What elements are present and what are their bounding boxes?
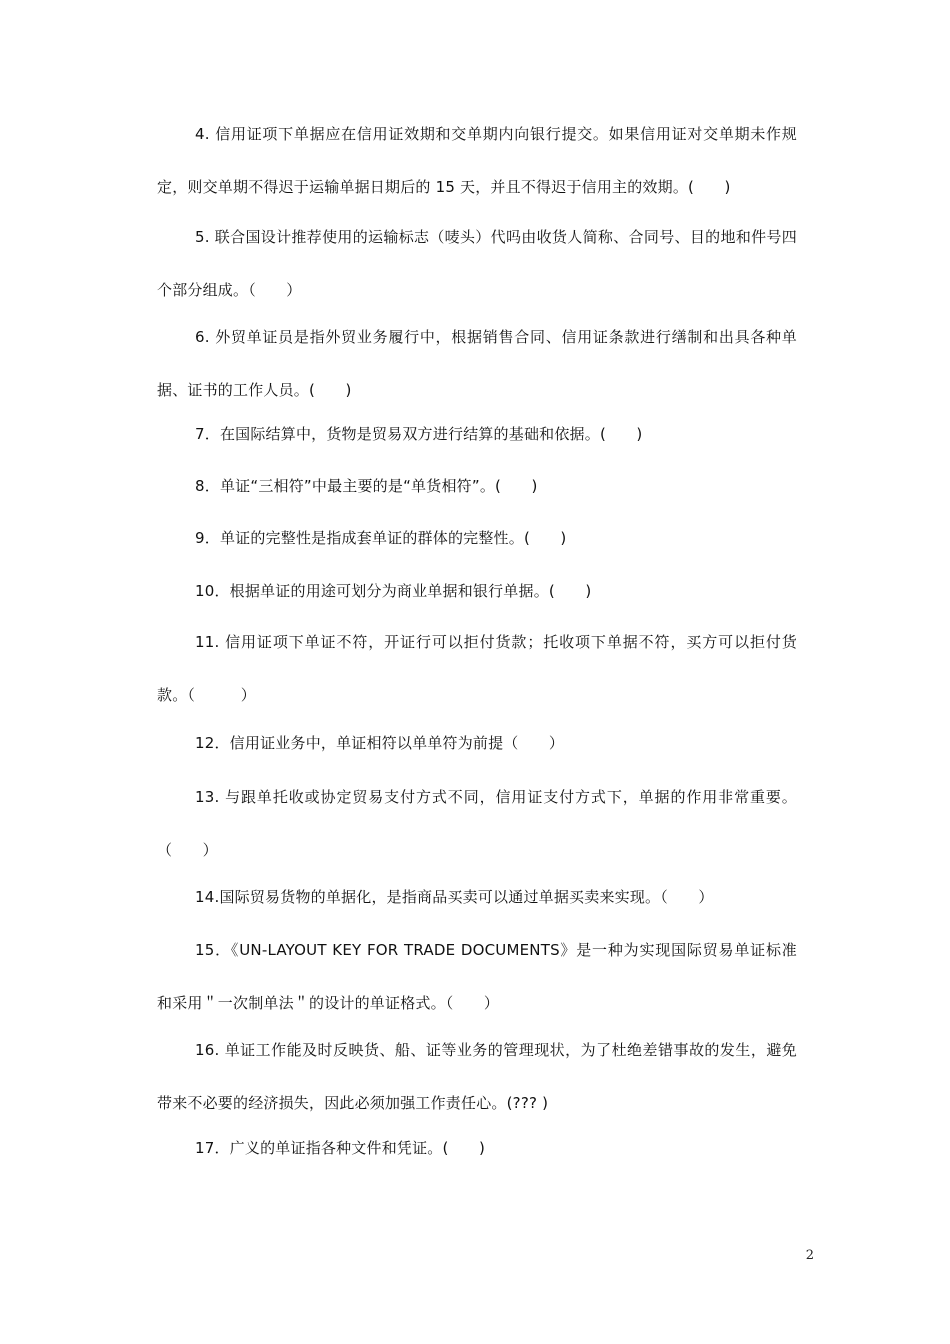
question-12: 12．信用证业务中，单证相符以单单符为前提（ ） [195,734,565,752]
question-17: 17．广义的单证指各种文件和凭证。( ) [195,1139,485,1157]
question-16: 16. 单证工作能及时反映货、船、证等业务的管理现状，为了杜绝差错事故的发生，避免带来不必要的经济损失，因此必须加强工作责任心。(??? ) [157,1041,797,1112]
page-number: 2 [805,1248,814,1263]
question-7: 7．在国际结算中，货物是贸易双方进行结算的基础和依据。( ) [195,425,643,443]
question-9: 9．单证的完整性是指成套单证的群体的完整性。( ) [195,529,567,547]
question-11: 11. 信用证项下单证不符，开证行可以拒付货款；托收项下单据不符，买方可以拒付货款。（ ） [157,633,797,704]
question-15: 15．《UN-LAYOUT KEY FOR TRADE DOCUMENTS》是一种为实现国际贸易单证标准和采用＂一次制单法＂的设计的单证格式。（ ） [157,941,797,1012]
question-10: 10．根据单证的用途可划分为商业单据和银行单据。( ) [195,582,592,600]
question-6: 6. 外贸单证员是指外贸业务履行中，根据销售合同、信用证条款进行缮制和出具各种单据、证书的工作人员。( ) [157,328,797,399]
question-14: 14.国际贸易货物的单据化，是指商品买卖可以通过单据买卖来实现。（ ） [195,888,714,906]
question-13: 13. 与跟单托收或协定贸易支付方式不同，信用证支付方式下，单据的作用非常重要。（ ） [157,788,797,859]
question-8: 8．单证“三相符”中最主要的是“单货相符”。( ) [195,477,538,495]
question-4: 4. 信用证项下单据应在信用证效期和交单期内向银行提交。如果信用证对交单期未作规定，则交单期不得迟于运输单据日期后的 15 天，并且不得迟于信用主的效期。( ) [157,125,797,196]
question-5: 5. 联合国设计推荐使用的运输标志（唛头）代吗由收货人简称、合同号、目的地和件号四个部分组成。（ ） [157,228,797,299]
